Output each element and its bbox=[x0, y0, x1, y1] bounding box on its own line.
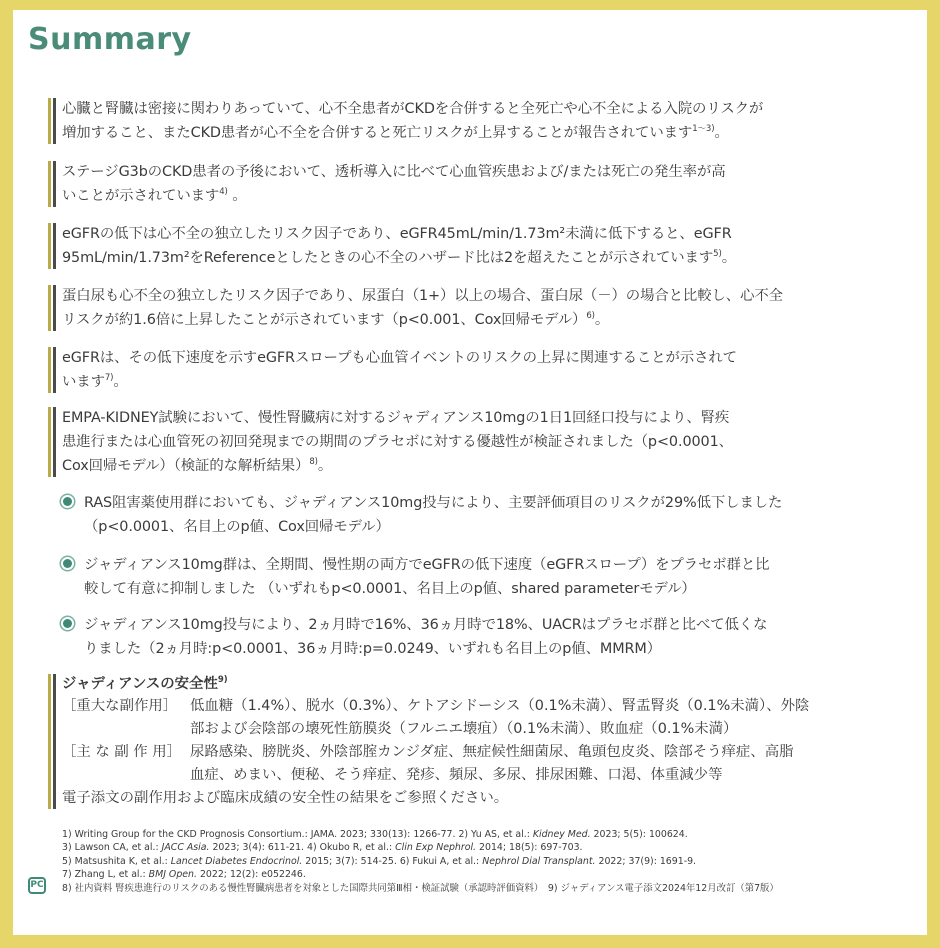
serious-label: ［重大な副作用］ bbox=[62, 698, 178, 714]
bullet-line: りました（2ヵ月時:p<0.0001、36ヵ月時:p=0.0249、いずれも名目上のp値、MMRM） bbox=[84, 641, 662, 657]
citation-superscript: 9) bbox=[217, 675, 228, 685]
bullet-line: ジャディアンス10mg群は、全期間、慢性期の両方でeGFRの低下速度（eGFRスロープ）をプラセボ群と比 bbox=[84, 557, 770, 573]
citation-superscript: 1～3) bbox=[692, 124, 715, 134]
citation-superscript: 5) bbox=[713, 249, 722, 259]
reference-line: 1) Writing Group for the CKD Prognosis Consortium.: JAMA. 2023; 330(13): 1266-77. 2) Yu AS, et al.: Kidney Med. 2023; 5(5): 100624. bbox=[62, 829, 688, 840]
summary-paragraph-2 bbox=[48, 160, 888, 208]
serious-line: 低血糖（1.4%）、脱水（0.3%）、ケトアシドーシス（0.1%未満）、腎盂腎炎（0.1%未満）、外陰 bbox=[190, 698, 810, 714]
summary-paragraph-4 bbox=[48, 284, 888, 332]
result-bullet-1 bbox=[62, 491, 892, 539]
safety-note: 電子添文の副作用および臨床成績の安全性の結果をご参照ください。 bbox=[62, 790, 509, 806]
main-adverse-reactions bbox=[62, 741, 888, 787]
serious-adverse-reactions bbox=[62, 695, 888, 741]
reference-line: 8) 社内資料 腎疾患進行のリスクのある慢性腎臓病患者を対象とした国際共同第Ⅲ相・検証試験（承認時評価資料） 9) ジャディアンス電子添文2024年12月改訂（第7版） bbox=[62, 882, 779, 894]
bullet-dot-icon bbox=[63, 559, 72, 568]
safety-section bbox=[48, 673, 888, 810]
paragraph-line: 95mL/min/1.73m²をReferenceとしたときの心不全のハザード比は2を超えたことが示されています$^{5)}$。 bbox=[62, 249, 736, 266]
bullet-dot-icon bbox=[63, 497, 72, 506]
paragraph-line: ステージG3bのCKD患者の予後において、透析導入に比べて心血管疾患および/または死亡の発生率が高 bbox=[62, 164, 726, 180]
citation-superscript: 6) bbox=[586, 311, 595, 321]
reference-line: 5) Matsushita K, et al.: Lancet Diabetes Endocrinol. 2015; 3(7): 514-25. 6) Fukui A, et al.: Nephrol Dial Transplant. 2022; 37(9): 1691-9. bbox=[62, 855, 697, 867]
paragraph-line: EMPA-KIDNEY試験において、慢性腎臓病に対するジャディアンス10mgの1日1回経口投与により、腎疾 bbox=[62, 410, 730, 426]
paragraph-line: いことが示されています$^{4)}$ 。 bbox=[62, 187, 247, 204]
summary-paragraph-6 bbox=[48, 406, 888, 478]
paragraph-line: リスクが約1.6倍に上昇したことが示されています（p<0.001、Cox回帰モデル）$^{6)}$。 bbox=[62, 311, 610, 328]
references bbox=[62, 828, 892, 895]
reference-line: 7) Zhang L, et al.: BMJ Open. 2022; 12(2): e052246. bbox=[62, 869, 306, 881]
bullet-line: （p<0.0001、名目上のp値、Cox回帰モデル） bbox=[84, 519, 390, 535]
result-bullet-2 bbox=[62, 553, 892, 601]
summary-paragraph-1 bbox=[48, 97, 888, 145]
pc-logo-icon: PC bbox=[28, 877, 46, 894]
citation-superscript: 7) bbox=[104, 373, 114, 383]
paragraph-line: 患進行または心血管死の初回発現までの期間のプラセボに対する優越性が検証されました（p<0.0001、 bbox=[62, 434, 733, 450]
citation-superscript: 8) bbox=[309, 457, 318, 467]
paragraph-line: 心臓と腎臓は密接に関わりあっていて、心不全患者がCKDを合併すると全死亡や心不全による入院のリスクが bbox=[62, 101, 764, 117]
paragraph-line: eGFRの低下は心不全の独立したリスク因子であり、eGFR45mL/min/1.73m²未満に低下すると、eGFR bbox=[62, 226, 732, 242]
bullet-dot-icon bbox=[63, 619, 72, 628]
summary-paragraph-3 bbox=[48, 222, 888, 270]
bullet-line: 較して有意に抑制しました （いずれもp<0.0001、名目上のp値、shared parameterモデル） bbox=[84, 581, 696, 597]
bullet-line: RAS阻害薬使用群においても、ジャディアンス10mg投与により、主要評価項目のリスクが29%低下しました bbox=[84, 495, 783, 511]
main-line: 尿路感染、膀胱炎、外陰部腟カンジダ症、無症候性細菌尿、亀頭包皮炎、陰部そう痒症、高脂 bbox=[190, 744, 794, 760]
paragraph-line: Cox回帰モデル）（検証的な解析結果）$^{8)}$。 bbox=[62, 457, 333, 474]
paragraph-line: います$^{7)}$。 bbox=[62, 373, 128, 390]
safety-title: ジャディアンスの安全性$^{9)}$ bbox=[62, 675, 228, 692]
paragraph-line: 増加すること、またCKD患者が心不全を合併すると死亡リスクが上昇することが報告されています$^{1\sim 3)}$。 bbox=[62, 124, 729, 141]
main-label: ［主 な 副 作 用］ bbox=[62, 744, 182, 760]
paragraph-line: eGFRは、その低下速度を示すeGFRスロープも心血管イベントのリスクの上昇に関連することが示されて bbox=[62, 350, 737, 366]
paragraph-line: 蛋白尿も心不全の独立したリスク因子であり、尿蛋白（1+）以上の場合、蛋白尿（－）の場合と比較し、心不全 bbox=[62, 288, 783, 304]
summary-paragraph-5 bbox=[48, 346, 888, 394]
page-title: Summary bbox=[28, 22, 192, 57]
result-bullet-3 bbox=[62, 613, 892, 661]
main-line: 血症、めまい、便秘、そう痒症、発疹、頻尿、多尿、排尿困難、口渇、体重減少等 bbox=[190, 767, 723, 783]
serious-line: 部および会陰部の壊死性筋膜炎（フルニエ壊疽）（0.1%未満）、敗血症（0.1%未満） bbox=[190, 721, 738, 737]
bullet-line: ジャディアンス10mg投与により、2ヵ月時で16%、36ヵ月時で18%、UACRはプラセボ群と比べて低くな bbox=[84, 617, 768, 633]
reference-line: 3) Lawson CA, et al.: JACC Asia. 2023; 3(4): 611-21. 4) Okubo R, et al.: Clin Exp Nephrol. 2014; 18(5): 697-703. bbox=[62, 842, 583, 854]
citation-superscript: 4) bbox=[219, 187, 228, 197]
